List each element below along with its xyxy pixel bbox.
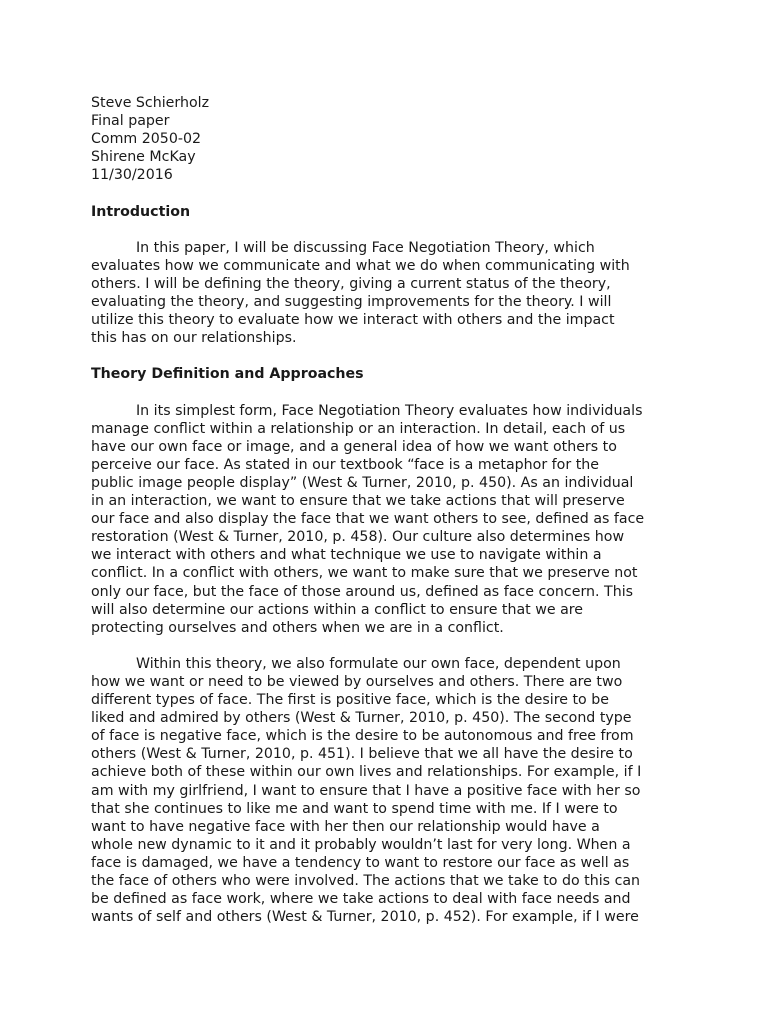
paragraph-line: how we want or need to be viewed by ourselves and others. There are two: [91, 674, 623, 690]
paragraph-line: different types of face. The first is positive face, which is the desire to be: [91, 692, 609, 709]
instructor-name: Shirene McKay: [91, 149, 196, 166]
paragraph-line: be defined as face work, where we take actions to deal with face needs and: [91, 891, 631, 908]
paragraph-line: conflict. In a conflict with others, we want to make sure that we preserve not: [91, 565, 638, 582]
paragraph-line: manage conflict within a relationship or an interaction. In detail, each of us: [91, 420, 626, 437]
paragraph: [91, 402, 691, 637]
paragraph-line: have our own face or image, and a general idea of how we want others to: [91, 438, 617, 455]
introduction-section: [91, 203, 691, 348]
paragraph-line: this has on our relationships.: [91, 330, 297, 347]
paragraph-line: In this paper, I will be discussing Face Negotiation Theory, which: [136, 239, 595, 256]
spacer: [91, 184, 691, 202]
theory-heading: Theory Definition and Approaches: [91, 366, 364, 383]
paper-date: 11/30/2016: [91, 167, 173, 184]
spacer: [91, 637, 691, 655]
paragraph-line: that she continues to like me and want to spend time with me. If I were to: [91, 800, 618, 817]
paragraph-line: Within this theory, we also formulate our own face, dependent upon: [136, 655, 621, 672]
paragraph-line: achieve both of these within our own lives and relationships. For example, if I: [91, 764, 642, 781]
paragraph-line: in an interaction, we want to ensure that we take actions that will preserve: [91, 493, 625, 510]
theory-section: [91, 365, 691, 926]
paragraph-line: perceive our face. As stated in our textbook “face is a metaphor for the: [91, 456, 599, 473]
paragraph-line: evaluating the theory, and suggesting improvements for the theory. I will: [91, 294, 612, 311]
spacer: [91, 384, 691, 402]
paragraph-line: protecting ourselves and others when we are in a conflict.: [91, 619, 504, 636]
paragraph-line: will also determine our actions within a conflict to ensure that we are: [91, 601, 584, 618]
paragraph-line: utilize this theory to evaluate how we interact with others and the impact: [91, 312, 615, 329]
paragraph-line: others (West & Turner, 2010, p. 451). I believe that we all have the desire to: [91, 746, 633, 763]
introduction-heading: Introduction: [91, 203, 191, 220]
paragraph-line: the face of others who were involved. The actions that we take to do this can: [91, 873, 641, 890]
paragraph-line: whole new dynamic to it and it probably wouldn’t last for very long. When a: [91, 836, 631, 853]
author-name: Steve Schierholz: [91, 95, 210, 111]
paragraph-line: evaluates how we communicate and what we do when communicating with: [91, 257, 630, 274]
course-code: Comm 2050-02: [91, 131, 202, 148]
paragraph: [91, 655, 691, 926]
paragraph-line: we interact with others and what technique we use to navigate within a: [91, 547, 602, 564]
paragraph-line: restoration (West & Turner, 2010, p. 458). Our culture also determines how: [91, 529, 625, 546]
paragraph-line: of face is negative face, which is the desire to be autonomous and free from: [91, 728, 634, 745]
document-body: [91, 94, 691, 926]
spacer: [91, 221, 691, 239]
spacer: [91, 347, 691, 365]
paragraph-line: liked and admired by others (West & Turner, 2010, p. 450). The second type: [91, 710, 632, 727]
paragraph-line: others. I will be defining the theory, giving a current status of the theory,: [91, 275, 611, 292]
paragraph-line: only our face, but the face of those around us, defined as face concern. This: [91, 583, 634, 600]
document-type: Final paper: [91, 113, 170, 130]
paper-header: [91, 94, 691, 184]
paragraph-line: public image people display” (West & Turner, 2010, p. 450). As an individual: [91, 474, 634, 491]
paragraph-line: wants of self and others (West & Turner, 2010, p. 452). For example, if I were: [91, 909, 639, 926]
paragraph-line: want to have negative face with her then our relationship would have a: [91, 818, 600, 835]
paragraph-line: In its simplest form, Face Negotiation Theory evaluates how individuals: [136, 402, 643, 419]
paragraph-line: face is damaged, we have a tendency to want to restore our face as well as: [91, 854, 630, 871]
paragraph: [91, 239, 691, 348]
paragraph-line: our face and also display the face that we want others to see, defined as face: [91, 511, 645, 528]
paragraph-line: am with my girlfriend, I want to ensure that I have a positive face with her so: [91, 782, 641, 799]
